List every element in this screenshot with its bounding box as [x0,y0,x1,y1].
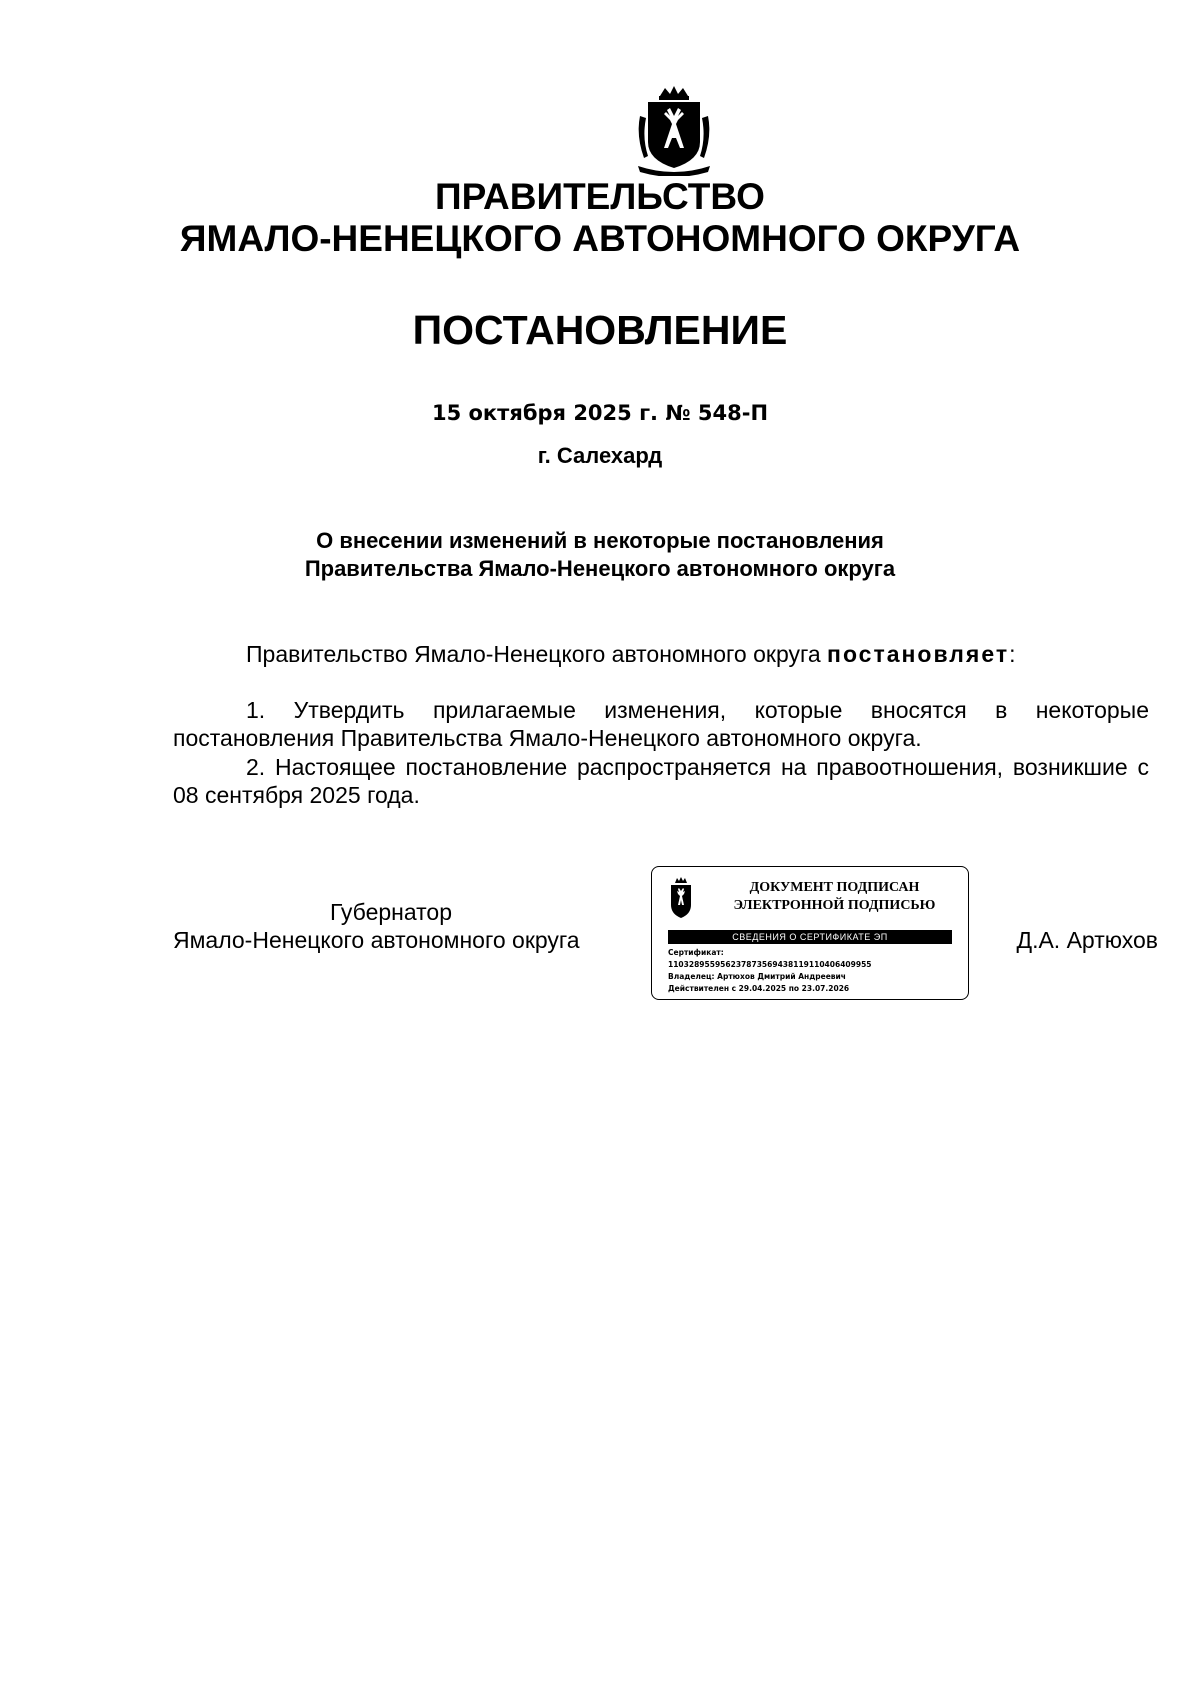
city: г. Салехард [537,443,663,468]
org-line-1: ПРАВИТЕЛЬСТВО [435,176,765,217]
signatory-name: Д.А. Артюхов [1016,927,1158,953]
stamp-title-line-2: ЭЛЕКТРОННОЙ ПОДПИСЬЮ [733,898,936,913]
subject-line-2: Правительства Ямало-Ненецкого автономного округа [304,556,896,581]
electronic-signature-stamp [651,866,969,1000]
intro-paragraph [173,640,1149,668]
position-line-2: Ямало-Ненецкого автономного округа [173,927,580,953]
certificate-info-bar: СВЕДЕНИЯ О СЕРТИФИКАТЕ ЭП [668,930,952,944]
org-line-2: ЯМАЛО-НЕНЕЦКОГО АВТОНОМНОГО ОКРУГА [179,218,1021,259]
certificate-owner: Владелец: Артюхов Дмитрий Андреевич [668,972,846,981]
stamp-title-line-1: ДОКУМЕНТ ПОДПИСАН [749,880,920,895]
organization-name [0,176,1200,260]
intro-text: Правительство Ямало-Ненецкого автономного округа [246,641,828,667]
document-type: ПОСТАНОВЛЕНИЕ [412,307,788,353]
item-2-paragraph: 2. Настоящее постановление распространяется на правоотношения, возникшие с 08 сентября 2025 года. [173,754,1149,808]
item-1-paragraph: 1. Утвердить прилагаемые изменения, которые вносятся в некоторые постановления Правительства Ямало-Ненецкого автономного округа. [173,697,1149,751]
certificate-validity: Действителен с 29.04.2025 по 23.07.2026 [668,984,850,993]
certificate-details [668,947,958,995]
stamp-title [712,879,957,915]
intro-end: : [1009,641,1016,667]
certificate-number: 110328955956237873569438119110406409955 [668,960,872,969]
coat-of-arms-icon [634,86,714,176]
certificate-label: Сертификат: [668,948,724,957]
intro-emphasis: постановляет [827,641,1010,667]
subject-line-1: О внесении изменений в некоторые постановления [316,528,884,553]
stamp-coat-of-arms-icon [666,877,696,921]
date-and-number: 15 октября 2025 г. № 548-П [431,401,769,425]
document-subject [0,527,1200,583]
signatory-position [173,898,643,954]
position-line-1: Губернатор [330,899,453,925]
